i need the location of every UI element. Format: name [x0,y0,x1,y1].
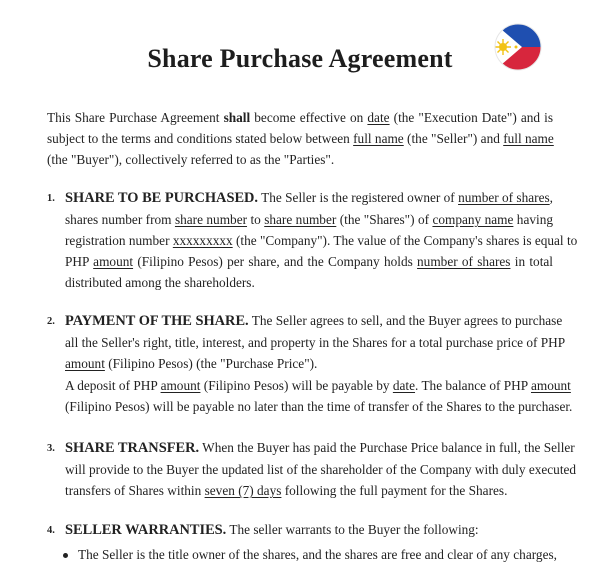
section-3-line-1: SHARE TRANSFER. When the Buyer has paid the Purchase Price balance in full, the Seller [65,440,575,456]
intro-line-3: (the "Buyer"), collectively referred to as the "Parties". [47,152,335,167]
section-2-line-2: all the Seller's right, title, interest, and property in the Shares for a total purchase price of PHP [65,335,566,350]
section-1-paragraph [65,187,578,293]
section-1-line-3: registration number xxxxxxxxx (the "Company"). The value of the Company's shares is equal to [65,233,578,248]
section-1-line-4: PHP amount (Filipino Pesos) per share, and the Company holds number of shares in total [65,254,553,269]
section-2-line-4: A deposit of PHP amount (Filipino Pesos) will be payable by date. The balance of PHP amount [65,378,571,393]
section-3-heading: SHARE TRANSFER. [65,440,200,456]
section-4-bullet-1 [78,544,557,565]
section-3-number: 3. [47,443,55,454]
section-2-heading: PAYMENT OF THE SHARE. [65,313,249,329]
section-2-paragraph [65,310,566,374]
section-4-number: 4. [47,525,55,536]
intro-line-1: This Share Purchase Agreement shall become effective on date (the "Execution Date") and is [47,110,553,125]
intro-line-2: subject to the terms and conditions stated below between full name (the "Seller") and full name [47,131,554,146]
section-4-heading: SELLER WARRANTIES. [65,522,227,538]
section-3-line-3: transfers of Shares within seven (7) days following the full payment for the Shares. [65,483,508,498]
intro-paragraph [47,107,553,170]
section-2-line-5: (Filipino Pesos) will be payable no later than the time of transfer of the Shares to the purchaser. [65,399,573,414]
section-4-bullet-1-text: The Seller is the title owner of the shares, and the shares are free and clear of any charges, [78,547,557,562]
section-1-line-2: shares number from share number to share number (the "Shares") of company name having [65,212,553,227]
section-3-line-2: will provide to the Buyer the updated list of the shareholder of the Company with duly executed [65,462,577,477]
document-title: Share Purchase Agreement [147,44,453,73]
section-1-line-5: distributed among the shareholders. [65,275,255,290]
section-2-deposit-paragraph [65,375,573,417]
bullet-dot [63,553,68,558]
section-1-heading: SHARE TO BE PURCHASED. [65,190,259,206]
section-4-line-1: SELLER WARRANTIES. The seller warrants to the Buyer the following: [65,522,479,538]
section-4-paragraph [65,519,553,541]
section-2-line-3: amount (Filipino Pesos) (the "Purchase Price"). [65,356,318,371]
section-3-paragraph [65,437,577,501]
section-1-line-1: SHARE TO BE PURCHASED. The Seller is the registered owner of number of shares, [65,190,553,206]
section-2-number: 2. [47,316,55,327]
section-2-line-1: PAYMENT OF THE SHARE. The Seller agrees to sell, and the Buyer agrees to purchase [65,313,563,329]
section-1-number: 1. [47,193,55,204]
